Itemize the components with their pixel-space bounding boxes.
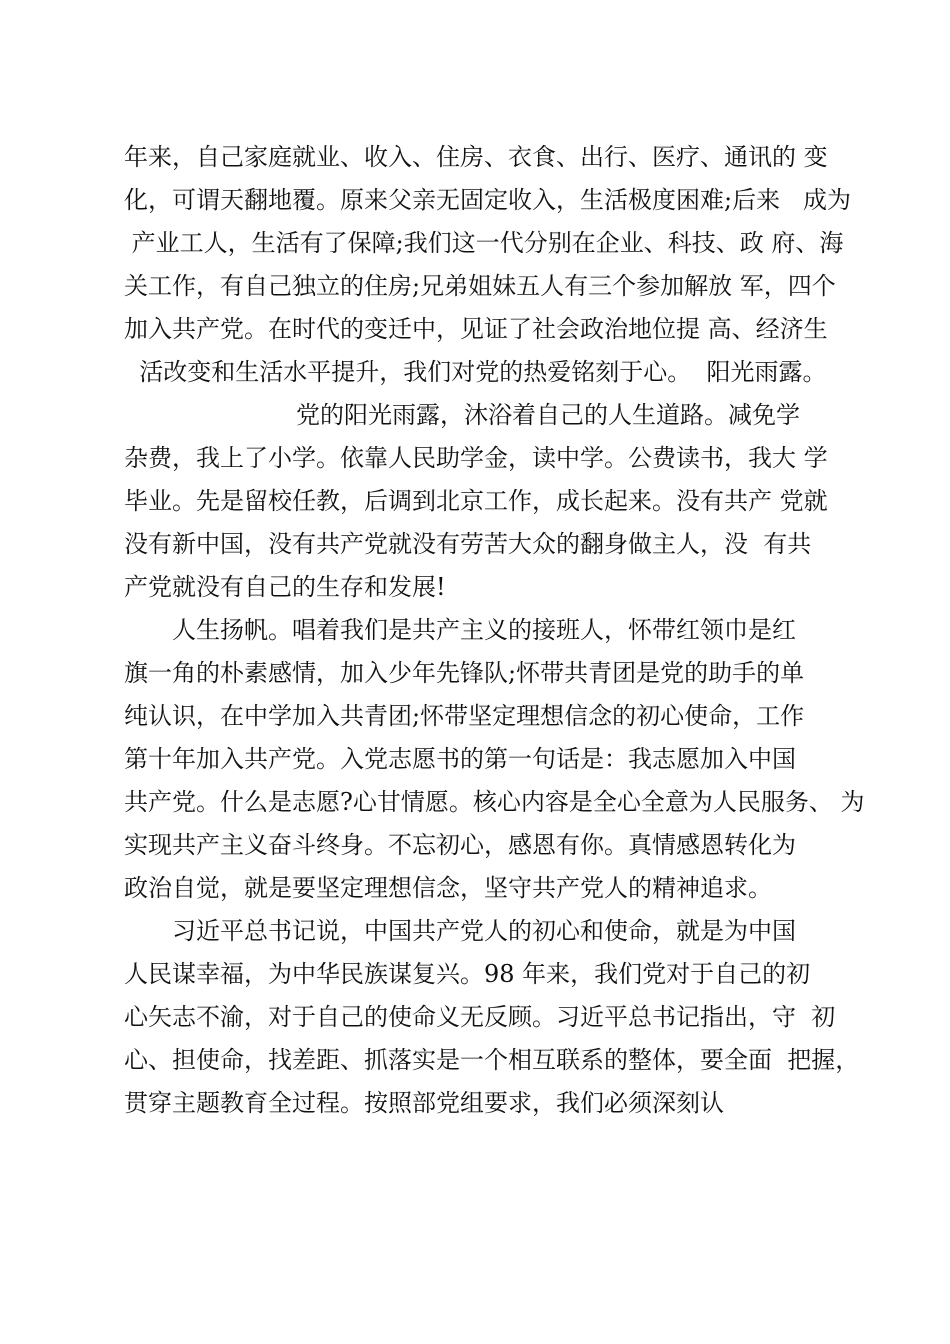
- text-line-10: 没有新中国，没有共产党就没有劳苦大众的翻身做主人，没 有共: [124, 530, 812, 558]
- text-line-12: 人生扬帆。唱着我们是共产主义的接班人，怀带红领巾是红: [172, 616, 796, 644]
- text-line-20: 人民谋幸福，为中华民族谋复兴。98 年来，我们党对于自己的初: [124, 960, 811, 988]
- text-line-21: 心矢志不渝，对于自己的使命义无反顾。习近平总书记指出，守 初: [124, 1003, 836, 1031]
- text-line-8: 杂费，我上了小学。依靠人民助学金，读中学。公费读书，我大 学: [124, 444, 828, 472]
- text-line-18: 政治自觉，就是要坚定理想信念，坚守共产党人的精神追求。: [124, 874, 772, 902]
- text-line-22: 心、担使命，找差距、抓落实是一个相互联系的整体，要全面 把握，: [124, 1046, 860, 1074]
- text-line-17: 实现共产主义奋斗终身。不忘初心，感恩有你。真情感恩转化为: [124, 831, 796, 859]
- text-line-13: 旗一角的朴素感情，加入少年先锋队;怀带共青团是党的助手的单: [124, 659, 805, 687]
- text-line-1: 年来，自己家庭就业、收入、住房、衣食、出行、医疗、通讯的 变: [124, 143, 828, 171]
- text-line-23: 贯穿主题教育全过程。按照部党组要求，我们必须深刻认: [124, 1089, 724, 1117]
- text-line-16: 共产党。什么是志愿?心甘情愿。核心内容是全心全意为人民服务、 为: [124, 788, 865, 816]
- text-line-9: 毕业。先是留校任教，后调到北京工作，成长起来。没有共产 党就: [124, 487, 828, 515]
- text-line-19: 习近平总书记说，中国共产党人的初心和使命，就是为中国: [172, 917, 796, 945]
- text-line-15: 第十年加入共产党。入党志愿书的第一句话是：我志愿加入中国: [124, 745, 796, 773]
- text-line-14: 纯认识，在中学加入共青团;怀带坚定理想信念的初心使命，工作: [124, 702, 805, 730]
- text-line-7: 党的阳光雨露，沐浴着自己的人生道路。减免学: [296, 401, 800, 429]
- text-line-2: 化，可谓天翻地覆。原来父亲无固定收入，生活极度困难;后来 成为: [124, 186, 851, 214]
- text-line-5: 加入共产党。在时代的变迁中，见证了社会政治地位提 高、经济生: [124, 315, 828, 343]
- text-line-4: 关工作，有自己独立的住房;兄弟姐妹五人有三个参加解放 军，四个: [124, 272, 836, 300]
- text-line-6: 活改变和生活水平提升，我们对党的热爱铭刻于心。 阳光雨露。: [124, 358, 827, 386]
- text-line-11: 产党就没有自己的生存和发展!: [124, 573, 446, 601]
- text-line-3: 产业工人，生活有了保障;我们这一代分别在企业、科技、政 府、海: [124, 229, 844, 257]
